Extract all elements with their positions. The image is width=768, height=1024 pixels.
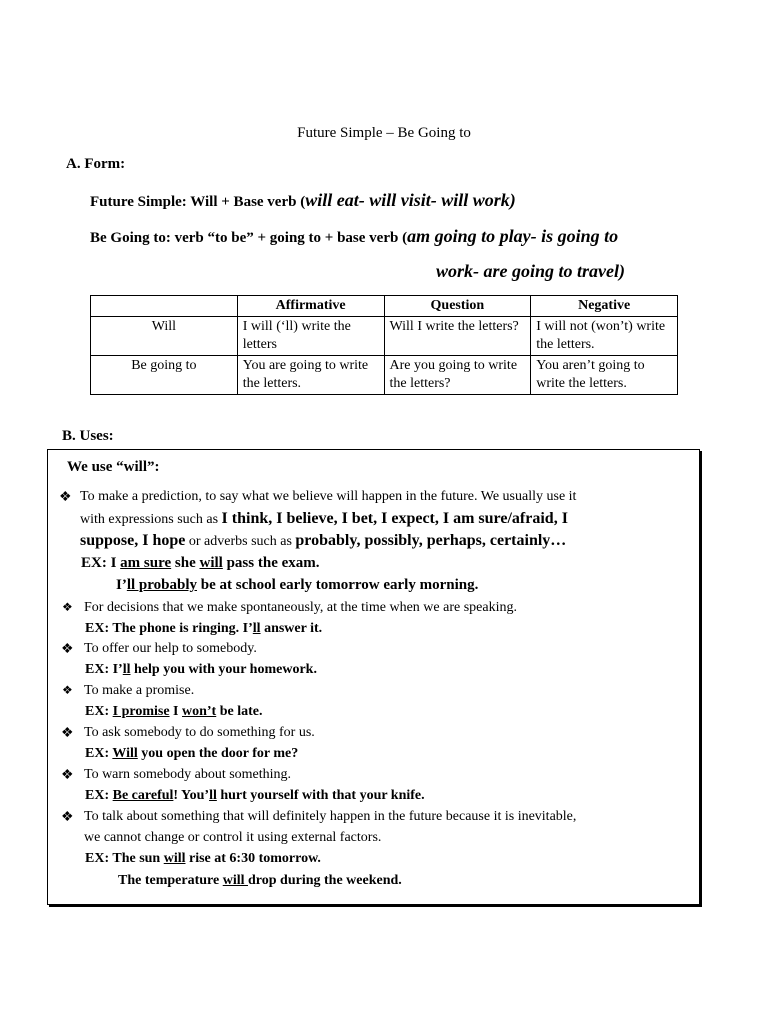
bullet-icon: ❖ <box>59 490 72 505</box>
future-simple-examples: will eat- will visit- will work) <box>305 190 516 210</box>
table-cell: Be going to <box>91 356 238 395</box>
box-heading: We use “will”: <box>67 459 160 475</box>
ex-text: you open the door for me? <box>137 746 299 761</box>
ex-text: EX: The sun <box>85 851 164 866</box>
use-1-line-1: To make a prediction, to say what we believe will happen in the future. We usually use it <box>80 489 577 504</box>
ex-text: drop during the weekend. <box>248 873 402 888</box>
ex-underlined: will <box>199 555 223 571</box>
table-cell: Are you going to write the letters? <box>384 356 531 395</box>
use-7-line-2: we cannot change or control it using external factors. <box>84 830 382 845</box>
be-going-line-2 <box>436 261 625 282</box>
ex-text: I’ <box>116 577 127 593</box>
ex-text: EX: <box>85 704 113 719</box>
section-b-heading: B. Uses: <box>62 428 114 444</box>
ex-underlined: ll <box>252 621 261 636</box>
example-3 <box>85 662 317 678</box>
use-3: To offer our help to somebody. <box>84 641 257 656</box>
bullet-icon: ❖ <box>61 642 74 657</box>
use-1-text-2: or adverbs such as <box>185 534 296 549</box>
ex-text: pass the exam. <box>222 555 320 571</box>
ex-underlined: ll <box>209 788 217 803</box>
future-simple-line <box>90 190 516 211</box>
table-cell: I will not (won’t) write the letters. <box>531 317 678 356</box>
example-1 <box>81 555 320 572</box>
form-table <box>90 295 678 395</box>
ex-underlined: ll <box>122 662 131 677</box>
ex-text: hurt yourself with that your knife. <box>216 788 425 803</box>
example-4 <box>85 704 263 720</box>
ex-text: be at school early tomorrow early morning. <box>197 577 479 593</box>
bullet-icon: ❖ <box>61 810 74 825</box>
uses-box <box>47 449 700 905</box>
example-5 <box>85 746 298 762</box>
example-2 <box>85 621 322 637</box>
use-2: For decisions that we make spontaneously, at the time when we are speaking. <box>84 600 517 615</box>
ex-text: EX: I’ <box>85 662 123 677</box>
table-cell: Will <box>91 317 238 356</box>
use-4: To make a promise. <box>84 683 195 698</box>
use-1-expressions-2: suppose, I hope <box>80 532 186 549</box>
bullet-outline-icon: ❖ <box>62 600 73 614</box>
table-header: Question <box>384 296 531 317</box>
ex-underlined: won’t <box>182 704 217 719</box>
ex-underlined: Will <box>112 746 138 761</box>
ex-text: EX: <box>85 746 113 761</box>
example-7 <box>85 851 321 867</box>
ex-underlined: ll probably <box>126 577 198 593</box>
table-row <box>91 317 678 356</box>
ex-underlined: will <box>163 851 186 866</box>
ex-underlined: Be careful <box>112 788 174 803</box>
table-cell: You are going to write the letters. <box>237 356 384 395</box>
ex-text: ! You’ <box>173 788 210 803</box>
table-header-row <box>91 296 678 317</box>
use-7-line-1: To talk about something that will definitely happen in the future because it is inevitable, <box>84 809 577 824</box>
ex-text: she <box>171 555 200 571</box>
ex-text: answer it. <box>260 621 323 636</box>
use-6: To warn somebody about something. <box>84 767 292 782</box>
table-header: Negative <box>531 296 678 317</box>
ex-text: EX: <box>85 788 113 803</box>
example-6 <box>85 788 425 804</box>
bullet-icon: ❖ <box>61 768 74 783</box>
table-header: Affirmative <box>237 296 384 317</box>
ex-text: be late. <box>216 704 263 719</box>
table-cell: Will I write the letters? <box>384 317 531 356</box>
use-1-line-2 <box>80 510 568 528</box>
use-1-adverbs: probably, possibly, perhaps, certainly… <box>295 532 567 549</box>
ex-text: EX: I <box>81 555 121 571</box>
be-going-examples-2: work- are going to travel) <box>436 261 625 281</box>
page-title: Future Simple – Be Going to <box>297 125 471 141</box>
be-going-line <box>90 226 618 247</box>
ex-text: The temperature <box>118 873 223 888</box>
section-a-heading: A. Form: <box>66 156 126 172</box>
use-5: To ask somebody to do something for us. <box>84 725 315 740</box>
ex-text: I <box>169 704 182 719</box>
table-cell: I will (‘ll) write the letters <box>237 317 384 356</box>
future-simple-label: Future Simple: Will + Base verb ( <box>90 194 306 210</box>
bullet-icon: ❖ <box>61 726 74 741</box>
bullet-outline-icon: ❖ <box>62 683 73 697</box>
ex-text: help you with your homework. <box>130 662 317 677</box>
be-going-examples-1: am going to play- is going to <box>407 226 619 246</box>
example-1b <box>116 577 478 594</box>
use-1-text: with expressions such as <box>80 512 222 527</box>
use-1-line-3 <box>80 532 566 550</box>
table-row <box>91 356 678 395</box>
example-7b <box>118 873 402 889</box>
table-header <box>91 296 238 317</box>
be-going-label: Be Going to: verb “to be” + going to + base verb ( <box>90 230 408 246</box>
use-1-expressions: I think, I believe, I bet, I expect, I am sure/afraid, I <box>221 510 568 527</box>
ex-underlined: I promise <box>112 704 170 719</box>
table-cell: You aren’t going to write the letters. <box>531 356 678 395</box>
ex-underlined: will <box>222 873 248 888</box>
ex-underlined: am sure <box>120 555 172 571</box>
ex-text: rise at 6:30 tomorrow. <box>185 851 321 866</box>
ex-text: EX: The phone is ringing. I’ <box>85 621 253 636</box>
